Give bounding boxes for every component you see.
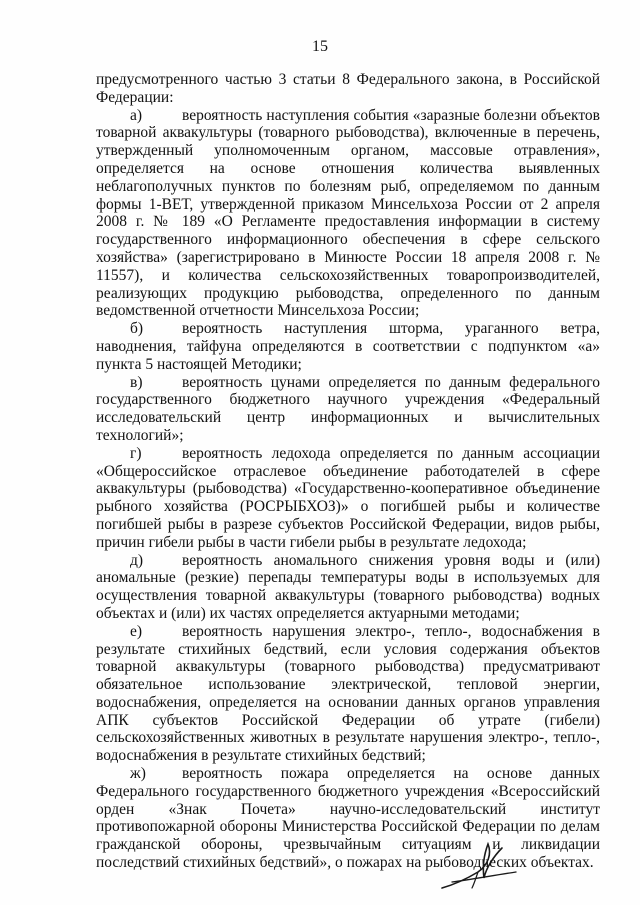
signature-icon [438, 838, 520, 892]
item-label: д) [130, 551, 144, 569]
item-text: вероятность наступления шторма, ураганного ветра, наводнения, тайфуна определяются в соответствии с подпунктом «а» пункта 5 настоящей Методики; [96, 320, 600, 373]
list-item-e [96, 623, 600, 765]
item-text: вероятность наступления события «заразные болезни объектов товарной аквакультуры (товарного рыбоводства), включенные в перечень, утвержденный уполномоченным органом, массовые отравления», определяется на основе отношения количества выявленных неблагополучных пунктов по болезням рыб, определяемом по данным формы 1-ВЕТ, утвержденной приказом Минсельхоза России от 2 апреля 2008 г. № 189 «О Регламенте предоставления информации в систему государственного информационного обеспечения в сфере сельского хозяйства» (зарегистрировано в Минюсте России 18 апреля 2008 г. № 11557), и количества сельскохозяйственных товаропроизводителей, реализующих продукцию рыбоводства, определенного по данным ведомственной отчетности Минсельхоза России; [96, 106, 600, 320]
item-label: в) [130, 373, 143, 391]
item-text: вероятность пожара определяется на основе данных Федерального государственного бюджетного учреждения «Всероссийский орден «Знак Почета» научно-исследовательский институт противопожарной обороны Министерства Российской Федерации по делам гражданской обороны, чрезвычайным ситуациям и ликвидации последствий стихийных бедствий», о пожарах на рыбоводческих объектах. [96, 765, 600, 872]
item-text: вероятность ледохода определяется по данным ассоциации «Общероссийское отраслевое объединение работодателей в сфере аквакультуры (рыбоводства) «Государственно-кооперативное объединение рыбного хозяйства (РОСРЫБХОЗ)» о погибшей рыбы и количестве погибшей рыбы в разрезе субъектов Российской Федерации, видов рыбы, причин гибели рыбы в части гибели рыбы в результате ледохода; [96, 444, 600, 551]
intro-paragraph: предусмотренного частью 3 статьи 8 Федерального закона, в Российской Федерации: [96, 71, 600, 106]
item-label: б) [130, 320, 144, 338]
list-item-d [96, 552, 600, 623]
list-item-g [96, 445, 600, 552]
item-text: вероятность аномального снижения уровня воды и (или) аномальные (резкие) перепады температуры воды в используемых для осуществления товарной аквакультуры (товарного рыбоводства) водных объектах и (или) их частях определяется актуарными методами; [96, 551, 600, 622]
item-label: г) [130, 444, 142, 462]
page-number: 15 [312, 38, 328, 55]
list-item-v [96, 374, 600, 445]
item-text: вероятность нарушения электро-, тепло-, водоснабжения в результате стихийных бедствий, если условия содержания объектов товарной аквакультуры (товарного рыбоводства) предусматривают обязательное использование электрической, тепловой энергии, водоснабжения, определяется на основании данных органов управления АПК субъектов Российской Федерации об утрате (гибели) сельскохозяйственных животных в результате нарушения электро-, тепло-, водоснабжения в результате стихийных бедствий; [96, 622, 600, 765]
list-item-b [96, 320, 600, 373]
list-item-a [96, 107, 600, 321]
item-label: а) [130, 106, 143, 124]
item-text: вероятность цунами определяется по данным федерального государственного бюджетного научного учреждения «Федеральный исследовательский центр информационных и вычислительных технологий»; [96, 373, 600, 444]
list-item-zh [96, 765, 600, 872]
item-label: е) [130, 622, 143, 640]
document-body [96, 71, 600, 872]
item-label: ж) [130, 765, 146, 783]
